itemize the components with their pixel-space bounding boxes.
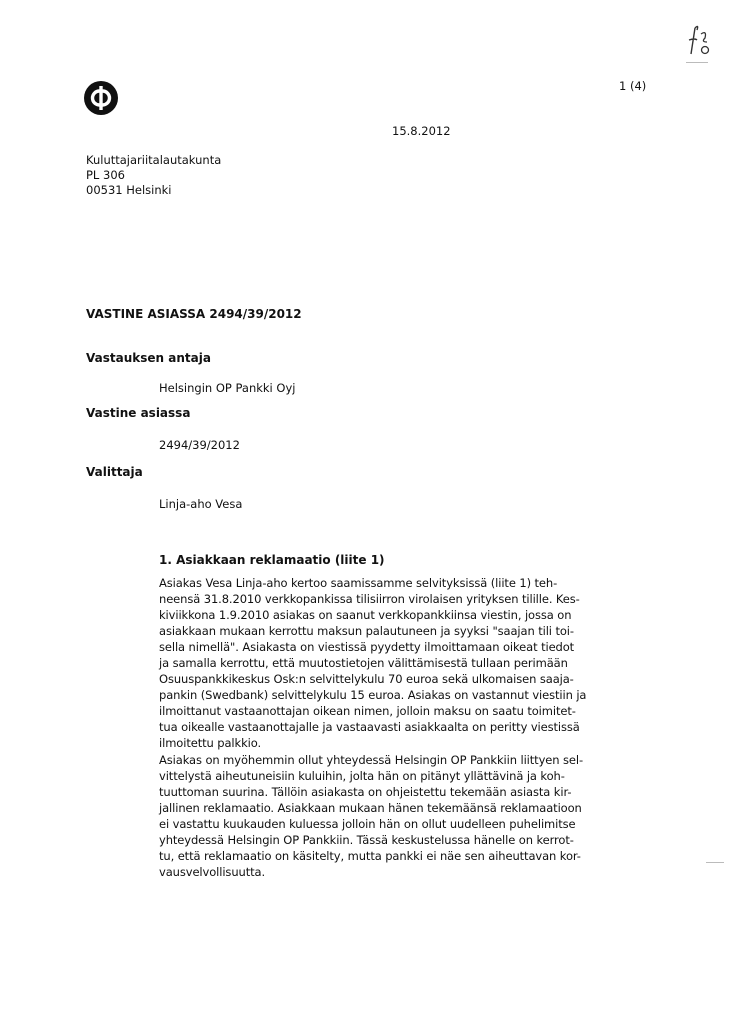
paragraph-line: tua oikealle vastaanottajalle ja vastaavasti asiakkaalta on peritty viestissä [159, 720, 580, 734]
section-heading: 1. Asiakkaan reklamaatio (liite 1) [159, 553, 385, 567]
paragraph-2 [159, 752, 609, 880]
paragraph-line: tuuttoman suurina. Tällöin asiakasta on ohjeistettu tekemään asiasta kir- [159, 785, 572, 799]
field-value-case: 2494/39/2012 [159, 438, 240, 452]
op-logo-icon [83, 80, 119, 116]
paragraph-line: ilmoittanut vastaanottajan oikean nimen, jolloin maksu on saatu toimitet- [159, 704, 576, 718]
field-label-case: Vastine asiassa [86, 406, 191, 420]
recipient-name: Kuluttajariitalautakunta [86, 153, 222, 167]
paragraph-1 [159, 575, 609, 751]
field-label-respondent: Vastauksen antaja [86, 351, 211, 365]
field-value-complainant: Linja-aho Vesa [159, 497, 243, 511]
recipient-po-box: PL 306 [86, 168, 125, 182]
document-title: VASTINE ASIASSA 2494/39/2012 [86, 307, 302, 321]
document-date: 15.8.2012 [392, 124, 451, 138]
field-value-respondent: Helsingin OP Pankki Oyj [159, 381, 296, 395]
paragraph-line: neensä 31.8.2010 verkkopankissa tilisiirron virolaisen yrityksen tilille. Kes- [159, 592, 580, 606]
paragraph-line: Asiakas on myöhemmin ollut yhteydessä Helsingin OP Pankkiin liittyen sel- [159, 753, 584, 767]
paragraph-line: vittelystä aiheutuneisiin kuluihin, jolta hän on pitänyt yllättävinä ja koh- [159, 769, 565, 783]
paragraph-line: asiakkaan mukaan kerrottu maksun palautuneen ja syyksi "saajan tili toi- [159, 624, 574, 638]
paragraph-line: ei vastattu kuukauden kuluessa jolloin hän on ollut uudelleen puhelimitse [159, 817, 576, 831]
paragraph-line: tu, että reklamaatio on käsitelty, mutta pankki ei näe sen aiheuttavan kor- [159, 849, 581, 863]
paragraph-line: jallinen reklamaatio. Asiakkaan mukaan hänen tekemäänsä reklamaatioon [159, 801, 582, 815]
field-label-complainant: Valittaja [86, 465, 143, 479]
paragraph-line: vausvelvollisuutta. [159, 865, 266, 879]
paragraph-line: ilmoitettu palkkio. [159, 736, 262, 750]
scan-edge-mark [686, 62, 708, 63]
recipient-address [86, 153, 221, 198]
scan-edge-mark [706, 862, 724, 863]
paragraph-line: pankin (Swedbank) selvittelykulu 15 euroa. Asiakas on vastannut viestiin ja [159, 688, 587, 702]
handwritten-mark [685, 20, 715, 60]
paragraph-line: sella nimellä". Asiakasta on viestissä pyydetty ilmoittamaan oikeat tiedot [159, 640, 575, 654]
paragraph-line: Osuuspankkikeskus Osk:n selvittelykulu 70 euroa sekä ulkomaisen saaja- [159, 672, 574, 686]
paragraph-line: kiviikkona 1.9.2010 asiakas on saanut verkkopankkiinsa viestin, jossa on [159, 608, 572, 622]
page-number: 1 (4) [619, 79, 647, 93]
paragraph-line: Asiakas Vesa Linja-aho kertoo saamissamme selvityksissä (liite 1) teh- [159, 576, 558, 590]
recipient-postal-city: 00531 Helsinki [86, 183, 172, 197]
paragraph-line: yhteydessä Helsingin OP Pankkiin. Tässä keskustelussa hänelle on kerrot- [159, 833, 574, 847]
paragraph-line: ja samalla kerrottu, että muutostietojen välittämisestä tullaan perimään [159, 656, 568, 670]
